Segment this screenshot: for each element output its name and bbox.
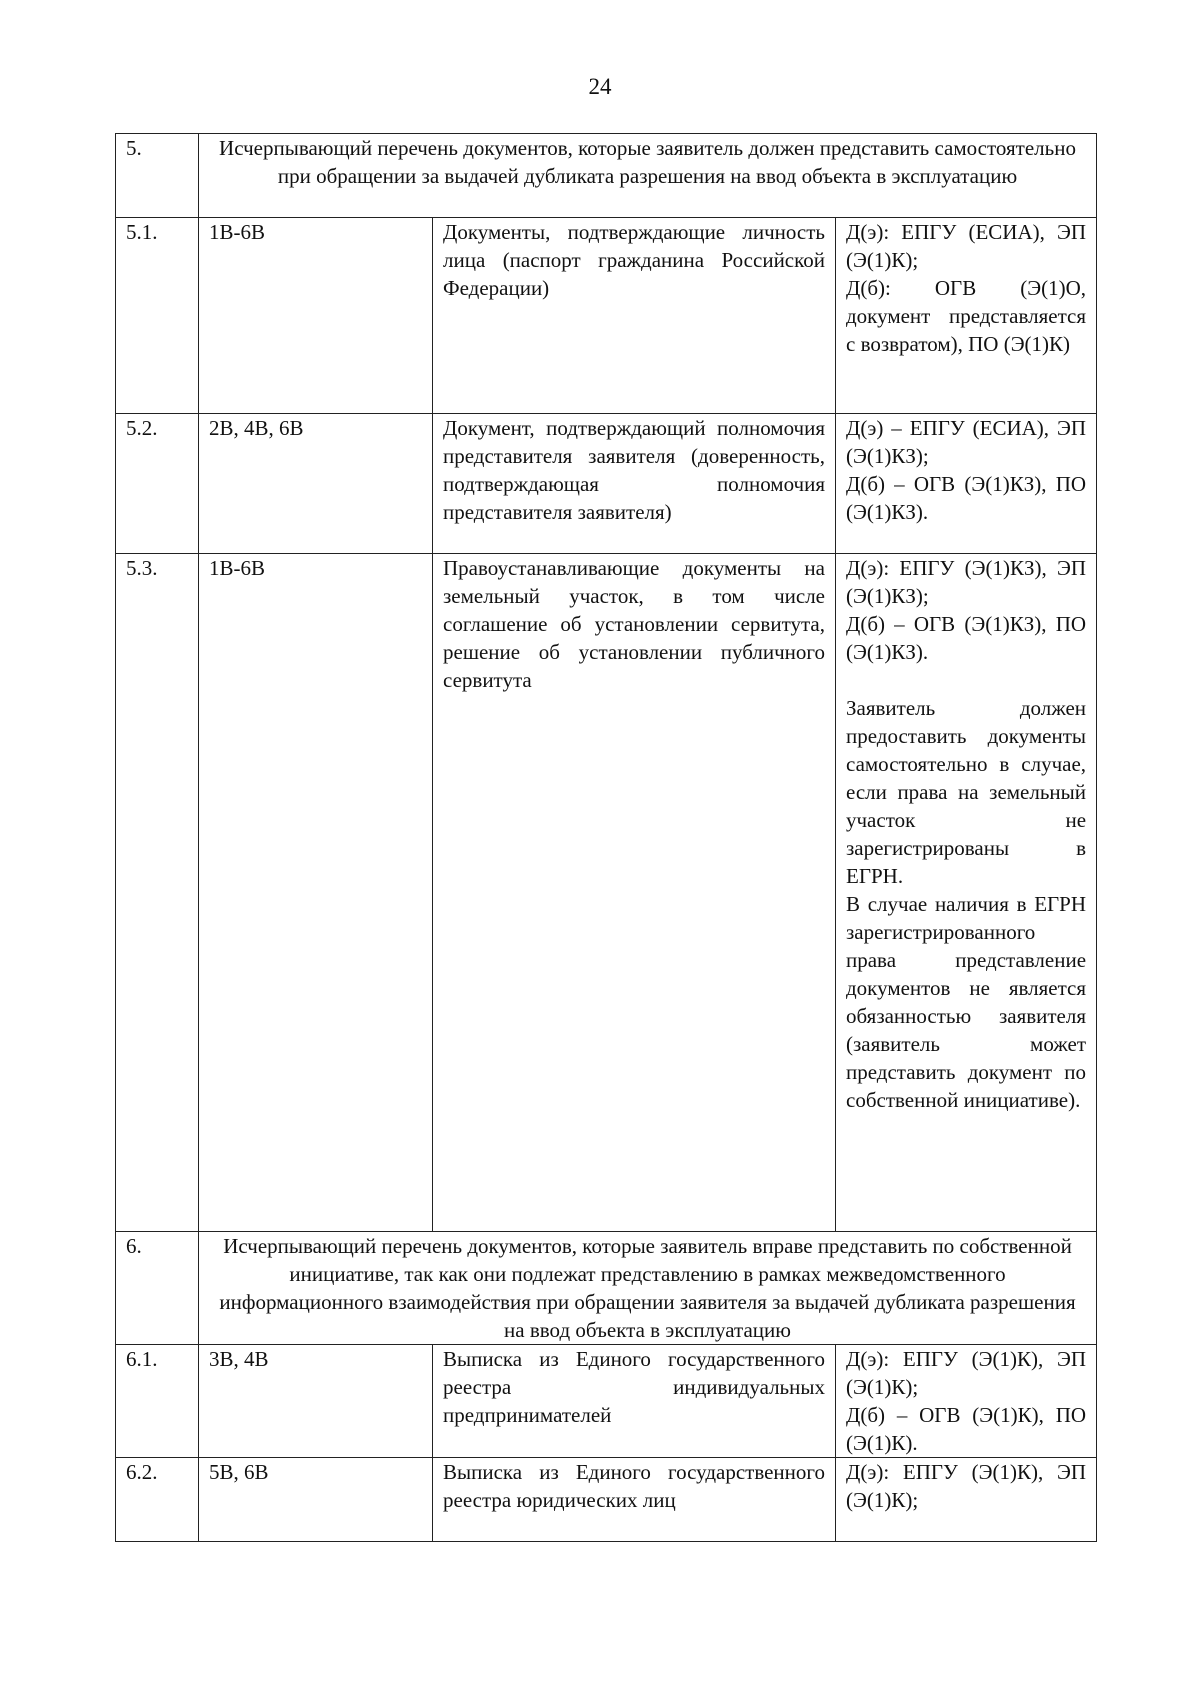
row-document: Документ, подтверждающий полномочия представителя заявителя (доверенность, подтверждающая полномочия представителя заявителя) [433, 414, 836, 554]
row-document: Документы, подтверждающие личность лица (паспорт гражданина Российской Федерации) [433, 218, 836, 414]
section-header-row [116, 1232, 1097, 1345]
method-electronic: Д(э): ЕПГУ (ЕСИА), ЭП (Э(1)К); [846, 220, 1087, 272]
row-note: Заявитель должен предоставить документы самостоятельно в случае, если права на земельный участок не зарегистрированы в ЕГРН. [846, 696, 1087, 888]
row-methods [836, 218, 1097, 414]
table-row [116, 218, 1097, 414]
row-document: Выписка из Единого государственного реестра индивидуальных предпринимателей [433, 1345, 836, 1458]
row-number: 6.1. [116, 1345, 199, 1458]
method-electronic: Д(э): ЕПГУ (Э(1)КЗ), ЭП (Э(1)КЗ); [846, 556, 1087, 608]
method-paper: Д(б) – ОГВ (Э(1)КЗ), ПО (Э(1)КЗ). [846, 472, 1087, 524]
row-number: 5.1. [116, 218, 199, 414]
row-number: 5.2. [116, 414, 199, 554]
section-number: 6. [116, 1232, 199, 1345]
section-title: Исчерпывающий перечень документов, которые заявитель вправе представить по собственной инициативе, так как они подлежат представлению в рамках межведомственного информационного взаимодействия при обращении заявителя за выдачей дубликата разрешения на ввод объекта в эксплуатацию [199, 1232, 1097, 1345]
method-paper: Д(б): ОГВ (Э(1)О, документ представляется с возвратом), ПО (Э(1)К) [846, 276, 1087, 356]
method-electronic: Д(э) – ЕПГУ (ЕСИА), ЭП (Э(1)КЗ); [846, 416, 1087, 468]
row-variants: 2В, 4В, 6В [199, 414, 433, 554]
section-header-row [116, 134, 1097, 218]
section-title: Исчерпывающий перечень документов, которые заявитель должен представить самостоятельно при обращении за выдачей дубликата разрешения на ввод объекта в эксплуатацию [199, 134, 1097, 218]
row-methods [836, 1458, 1097, 1542]
row-note: В случае наличия в ЕГРН зарегистрированного права представление документов не является обязанностью заявителя (заявитель может представить документ по собственной инициативе). [846, 892, 1087, 1112]
page-number: 24 [588, 74, 612, 99]
row-document: Правоустанавливающие документы на земельный участок, в том числе соглашение об установлении сервитута, решение об установлении публичного сервитута [433, 554, 836, 1232]
row-methods [836, 414, 1097, 554]
row-number: 6.2. [116, 1458, 199, 1542]
table-row [116, 554, 1097, 1232]
method-electronic: Д(э): ЕПГУ (Э(1)К), ЭП (Э(1)К); [846, 1460, 1087, 1512]
section-number: 5. [116, 134, 199, 218]
method-paper: Д(б) – ОГВ (Э(1)КЗ), ПО (Э(1)КЗ). [846, 612, 1087, 664]
row-number: 5.3. [116, 554, 199, 1232]
documents-table [115, 133, 1097, 1542]
method-paper: Д(б) – ОГВ (Э(1)К), ПО (Э(1)К). [846, 1403, 1087, 1455]
row-variants: 1В-6В [199, 218, 433, 414]
row-variants: 5В, 6В [199, 1458, 433, 1542]
table-row [116, 414, 1097, 554]
row-methods [836, 1345, 1097, 1458]
method-electronic: Д(э): ЕПГУ (Э(1)К), ЭП (Э(1)К); [846, 1347, 1087, 1399]
row-variants: 3В, 4В [199, 1345, 433, 1458]
row-document: Выписка из Единого государственного реестра юридических лиц [433, 1458, 836, 1542]
table-row [116, 1345, 1097, 1458]
table-row [116, 1458, 1097, 1542]
row-variants: 1В-6В [199, 554, 433, 1232]
row-methods [836, 554, 1097, 1232]
